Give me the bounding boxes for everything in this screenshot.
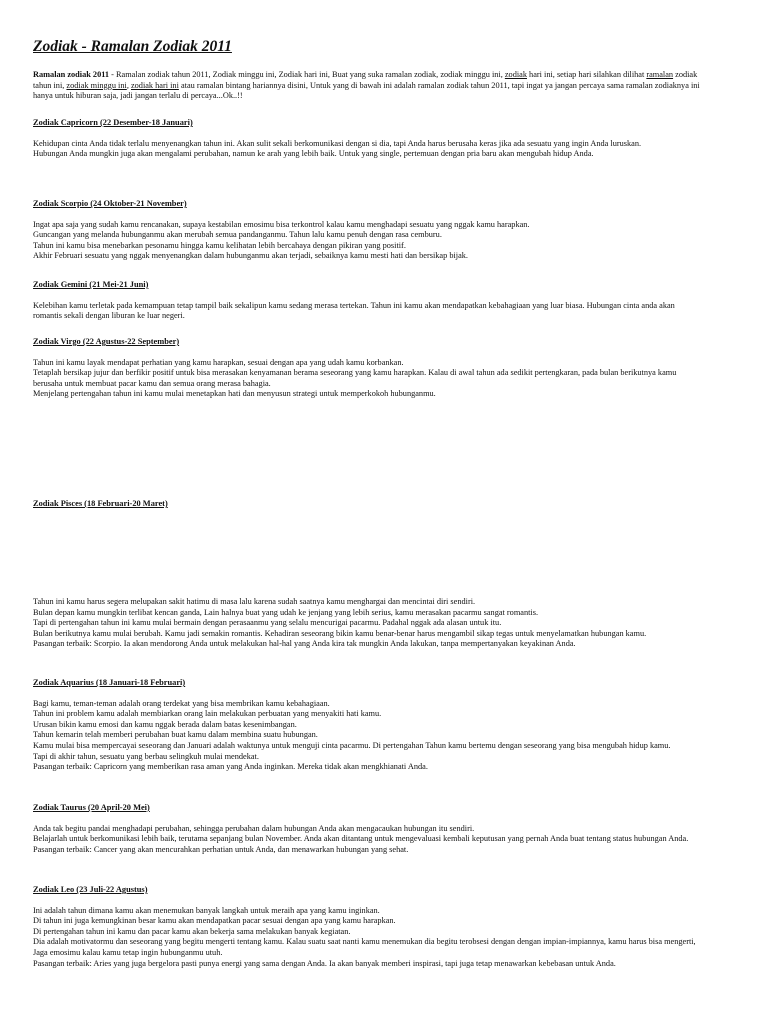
document-page xyxy=(33,38,703,102)
section-line: Ini adalah tahun dimana kamu akan menemukan banyak langkah untuk meraih apa yang kamu inginkan. xyxy=(33,905,380,915)
section-line: Belajarlah untuk berkomunikasi lebih baik, terutama sepanjang bulan November. Anda akan ditantang untuk mengevaluasi kembali keputusan yang pernah Anda buat tentang status hubungan Anda. xyxy=(33,834,689,844)
section-line: Bagi kamu, teman-teman adalah orang terdekat yang bisa membrikan kamu kebahagiaan. xyxy=(33,698,330,708)
intro-text-3: zodiak tahun ini, xyxy=(33,70,698,90)
section-line: Tapi di pertengahan tahun ini kamu mulai bermain dengan perasaanmu yang selalu mencurigai pacarmu. Padahal nggak ada alasan untuk itu. xyxy=(33,618,502,628)
section-line: Kelebihan kamu terletak pada kemampuan tetap tampil baik sekalipun kamu sedang merasa tertekan. Tahun ini kamu akan mendapatkan kebahagiaan yang luar biasa. Hubungan cinta anda akan romantis sekali dengan liburan ke luar negeri. xyxy=(33,300,675,321)
link-zodiak-hari-ini[interactable]: zodiak hari ini xyxy=(130,80,179,90)
section-line: Anda tak begitu pandai menghadapi perubahan, sehingga perubahan dalam hubungan Anda akan mengacaukan hubungan itu sendiri. xyxy=(33,823,475,833)
link-zodiak[interactable]: zodiak xyxy=(504,70,527,79)
section-heading: Zodiak Aquarius (18 Januari-18 Februari) xyxy=(33,678,186,687)
section-heading: Zodiak Taurus (20 April-20 Mei) xyxy=(33,803,150,812)
section-line: Pasangan terbaik: Scorpio. Ia akan mendorong Anda untuk melakukan hal-hal yang Anda kira tak mungkin Anda lakukan, tanpa mempertanyakan keyakinan Anda. xyxy=(33,639,576,649)
section-line: Bulan depan kamu mungkin terlibat kencan ganda, Lain halnya buat yang udah ke jenjang yang lebih serius, kamu merasakan pacarmu sangat romantis. xyxy=(33,607,539,617)
intro-lead: Ramalan zodiak 2011 xyxy=(33,70,110,79)
section-line: Tahun ini kamu harus segera melupakan sakit hatimu di masa lalu karena sudah saatnya kamu menghargai dan mencintai diri sendiri. xyxy=(33,597,476,606)
section-line: Tahun ini problem kamu adalah membiarkan orang lain melakukan perbuatan yang menyakiti hati kamu. xyxy=(33,709,382,719)
section-heading: Zodiak Gemini (21 Mei-21 Juni) xyxy=(33,280,149,289)
section-line: Tahun kemarin telah memberi perubahan buat kamu dalam membina suatu hubungan. xyxy=(33,730,318,740)
section-line: Kamu mulai bisa mempercayai seseorang dan Januari adalah waktunya untuk menguji cinta pacarmu. Di pertengahan Tahun kamu bertemu dengan seseorang yang bisa mengubah hidup kamu. xyxy=(33,740,671,750)
section-gemini xyxy=(33,280,703,322)
page-title: Zodiak - Ramalan Zodiak 2011 xyxy=(33,38,232,55)
section-scorpio xyxy=(33,199,703,262)
section-line: Hubungan Anda mungkin juga akan mengalami perubahan, namun ke arah yang lebih baik. Untuk yang single, pertemuan dengan pria baru akan mengubah hidup Anda. xyxy=(33,149,594,159)
section-leo xyxy=(33,885,703,969)
section-heading: Zodiak Leo (23 Juli-22 Agustus) xyxy=(33,885,148,894)
section-heading: Zodiak Virgo (22 Agustus-22 September) xyxy=(33,337,180,346)
section-line: Pasangan terbaik: Capricorn yang memberikan rasa aman yang Anda inginkan. Mereka tidak akan mengkhianati Anda. xyxy=(33,762,428,772)
section-line: Akhir Februari sesuatu yang nggak menyenangkan dalam hubunganmu akan terjadi, sebaiknya kamu mesti hati dan bersikap bijak. xyxy=(33,251,469,261)
intro-text-2: hari ini, setiap hari silahkan dilihat xyxy=(526,70,647,79)
intro-text-4: , xyxy=(126,80,131,90)
section-line: Guncangan yang melanda hubunganmu akan merubah semua pandanganmu. Tahun lalu kamu penuh dengan rasa cemburu. xyxy=(33,230,442,240)
section-line: Tapi di akhir tahun, sesuatu yang berbau selingkuh mulai mendekat. xyxy=(33,751,259,761)
section-line: Bulan berikutnya kamu mulai berubah. Kamu jadi semakin romantis. Kehadiran seseorang bikin kamu benar-benar harus mengambil sikap tegas untuk menyelamatkan hubungan kamu. xyxy=(33,628,647,638)
section-taurus xyxy=(33,803,703,855)
section-line: Pasangan terbaik: Aries yang juga bergelora pasti punya energi yang sama dengan Anda. Ia akan banyak memberi inspirasi, tapi juga tetap menawarkan kebebasan untuk Anda. xyxy=(33,958,616,968)
intro-paragraph xyxy=(33,70,703,102)
section-line: Ingat apa saja yang sudah kamu rencanakan, supaya kestabilan emosimu bisa terkontrol kalau kamu menghadapi sesuatu yang nggak kamu harapkan. xyxy=(33,219,530,229)
section-line: Tahun ini kamu layak mendapat perhatian yang kamu harapkan, sesuai dengan apa yang udah kamu korbankan. xyxy=(33,357,404,367)
section-heading: Zodiak Scorpio (24 Oktober-21 November) xyxy=(33,199,187,208)
section-line: Urusan bikin kamu emosi dan kamu nggak berada dalam batas kesenimbangan. xyxy=(33,719,297,729)
intro-text-1: - Ramalan zodiak tahun 2011, Zodiak minggu ini, Zodiak hari ini, Buat yang suka ramalan zodiak, zodiak minggu ini, xyxy=(109,70,505,79)
section-line: Dia adalah motivatormu dan seseorang yang begitu mengerti tentang kamu. Kalau suatu saat nanti kamu menemukan dia begitu terobsesi dengan dengan impian-impiannya, kamu harus bisa mengerti, Jaga emosimu kalau kamu tetap ingin hubunganmu utuh. xyxy=(33,937,696,957)
link-zodiak-minggu-ini[interactable]: zodiak minggu ini xyxy=(66,80,127,90)
section-line: Tahun ini kamu bisa menebarkan pesonamu hingga kamu kelihatan lebih bercahaya dengan pikiran yang positif. xyxy=(33,240,406,250)
link-ramalan[interactable]: ramalan xyxy=(646,70,674,79)
intro-text-5: atau ramalan bintang hariannya disini, Untuk yang di bawah ini adalah ramalan zodiak tahun 2011, tapi ingat ya jangan percaya sama ramalan zodiaknya ini hanya untuk hiburan saja, jadi jangan terlalu di percaya...Ok..!! xyxy=(33,80,700,101)
section-line: Di tahun ini juga kemungkinan besar kamu akan mendapatkan pacar sesuai dengan apa yang kamu harapkan. xyxy=(33,916,396,926)
section-capricorn xyxy=(33,118,703,160)
section-heading: Zodiak Capricorn (22 Desember-18 Januari) xyxy=(33,118,193,127)
section-line: Di pertengahan tahun ini kamu dan pacar kamu akan bekerja sama melakukan banyak kegiatan. xyxy=(33,926,351,936)
section-virgo xyxy=(33,337,703,400)
section-line: Tetaplah bersikap jujur dan berfikir positif untuk bisa merasakan kenyamanan berama seseorang yang kamu harapkan. Kalau di awal tahun ada sedikit pertengkaran, pada bulan berikutnya kamu berusaha untuk membuat pacar kamu dan semua orang merasa bahagia. xyxy=(33,368,677,388)
section-pisces-body xyxy=(33,597,703,650)
section-aquarius xyxy=(33,678,703,773)
section-line: Kehidupan cinta Anda tidak terlalu menyenangkan tahun ini. Akan sulit sekali berkomunikasi dengan si dia, tapi Anda harus berusaha keras jika ada sesuatu yang ingin Anda luruskan. xyxy=(33,138,642,148)
section-heading: Zodiak Pisces (18 Februari-20 Maret) xyxy=(33,499,168,508)
section-line: Pasangan terbaik: Cancer yang akan mencurahkan perhatian untuk Anda, dan menawarkan hubungan yang sehat. xyxy=(33,844,409,854)
section-line: Menjelang pertengahan tahun ini kamu mulai menetapkan hati dan menyusun strategi untuk memperkokoh hubunganmu. xyxy=(33,389,436,399)
section-pisces-heading xyxy=(33,499,703,510)
